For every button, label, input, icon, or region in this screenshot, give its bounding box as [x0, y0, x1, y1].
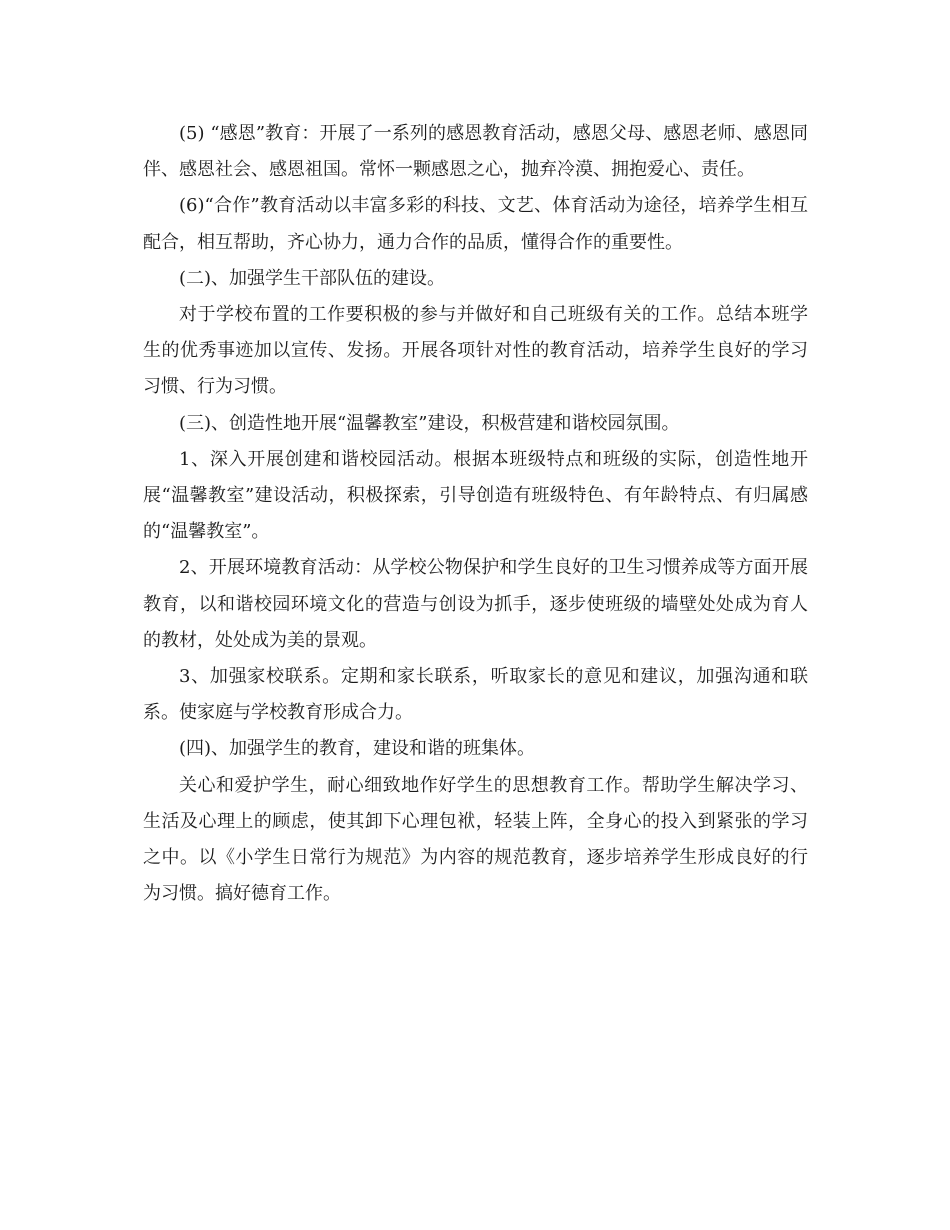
paragraph-gratitude-education: (5) “感恩”教育：开展了一系列的感恩教育活动，感恩父母、感恩老师、感恩同伴、感恩社会、感恩祖国。常怀一颗感恩之心，抛弃冷漠、拥抱爱心、责任。	[143, 123, 808, 181]
section-heading-warm-classroom: (三)、创造性地开展“温馨教室”建设，积极营建和谐校园氛围。	[179, 412, 680, 434]
paragraph-cooperation-education: (6)“合作”教育活动以丰富多彩的科技、文艺、体育活动为途径，培养学生相互配合，相互帮助，齐心协力，通力合作的品质，懂得合作的重要性。	[143, 195, 808, 253]
paragraph-environment-education: 2、开展环境教育活动：从学校公物保护和学生良好的卫生习惯养成等方面开展教育，以和谐校园环境文化的营造与创设为抓手，逐步使班级的墙壁处处成为育人的教材，处处成为美的景观。	[143, 557, 808, 651]
paragraph-home-school-contact: 3、加强家校联系。定期和家长联系，听取家长的意见和建议，加强沟通和联系。使家庭与学校教育形成合力。	[143, 666, 808, 724]
paragraph-harmonious-campus: 1、深入开展创建和谐校园活动。根据本班级特点和班级的实际，创造性地开展“温馨教室”建设活动，积极探索，引导创造有班级特色、有年龄特点、有归属感的“温馨教室”。	[143, 448, 808, 543]
section-heading-student-cadre: (二)、加强学生干部队伍的建设。	[179, 267, 446, 289]
paragraph-student-care: 关心和爱护学生，耐心细致地作好学生的思想教育工作。帮助学生解决学习、生活及心理上的顾虑，使其卸下心理包袱，轻装上阵，全身心的投入到紧张的学习之中。以《小学生日常行为规范》为内容的规范教育，逐步培养学生形成良好的行为习惯。搞好德育工作。	[143, 774, 808, 905]
section-heading-student-education: (四)、加强学生的教育，建设和谐的班集体。	[179, 738, 536, 760]
document-body	[143, 116, 808, 912]
paragraph-student-cadre: 对于学校布置的工作要积极的参与并做好和自己班级有关的工作。总结本班学生的优秀事迹加以宣传、发扬。开展各项针对性的教育活动，培养学生良好的学习习惯、行为习惯。	[143, 304, 808, 398]
